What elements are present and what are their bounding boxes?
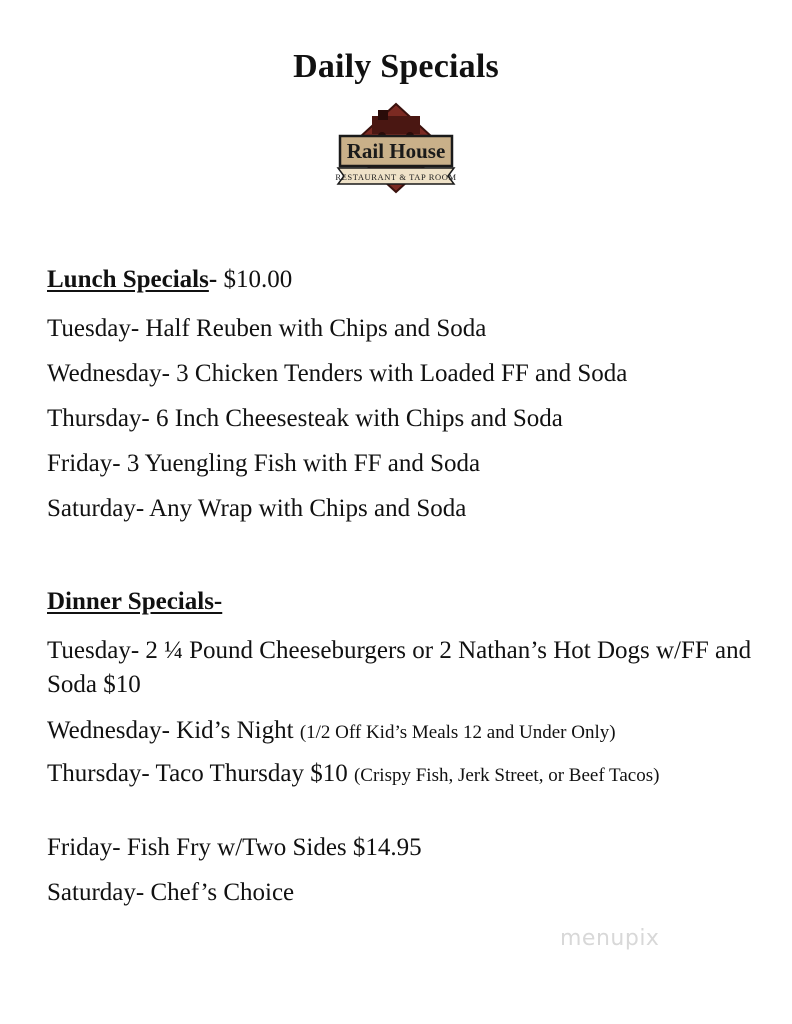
dinner-item-saturday: Saturday- Chef’s Choice <box>47 879 295 906</box>
dinner-item-wednesday <box>47 714 767 750</box>
menupix-watermark: menupix <box>560 926 660 951</box>
dinner-wednesday-note: (1/2 Off Kid’s Meals 12 and Under Only) <box>299 722 616 743</box>
lunch-heading-dash: - <box>208 266 218 293</box>
lunch-item-wednesday: Wednesday- 3 Chicken Tenders with Loaded FF and Soda <box>47 360 628 387</box>
lunch-item-tuesday: Tuesday- Half Reuben with Chips and Soda <box>47 315 487 342</box>
rail-house-logo <box>334 102 458 194</box>
dinner-wednesday-text: Wednesday- Kid’s Night <box>47 717 300 744</box>
lunch-item-saturday: Saturday- Any Wrap with Chips and Soda <box>47 495 467 522</box>
lunch-specials-heading <box>47 266 292 294</box>
lunch-item-friday: Friday- 3 Yuengling Fish with FF and Soda <box>47 450 481 477</box>
lunch-item-thursday: Thursday- 6 Inch Cheesesteak with Chips and Soda <box>47 405 563 432</box>
dinner-thursday-text: Thursday- Taco Thursday $10 <box>47 760 354 787</box>
lunch-price: $10.00 <box>217 266 293 293</box>
dinner-item-thursday <box>47 759 747 791</box>
svg-text:Rail House: Rail House <box>346 139 446 163</box>
dinner-specials-heading <box>47 588 222 616</box>
dinner-item-friday: Friday- Fish Fry w/Two Sides $14.95 <box>47 834 422 861</box>
dinner-heading-label: Dinner Specials- <box>47 588 223 615</box>
lunch-heading-label: Lunch Specials <box>47 266 209 293</box>
svg-text:RESTAURANT & TAP ROOM: RESTAURANT & TAP ROOM <box>335 172 457 182</box>
dinner-thursday-note: (Crispy Fish, Jerk Street, or Beef Tacos) <box>353 765 660 786</box>
page-title: Daily Specials <box>293 48 499 85</box>
dinner-item-tuesday: Tuesday- 2 ¼ Pound Cheeseburgers or 2 Nathan’s Hot Dogs w/FF and Soda $10 <box>47 637 752 698</box>
